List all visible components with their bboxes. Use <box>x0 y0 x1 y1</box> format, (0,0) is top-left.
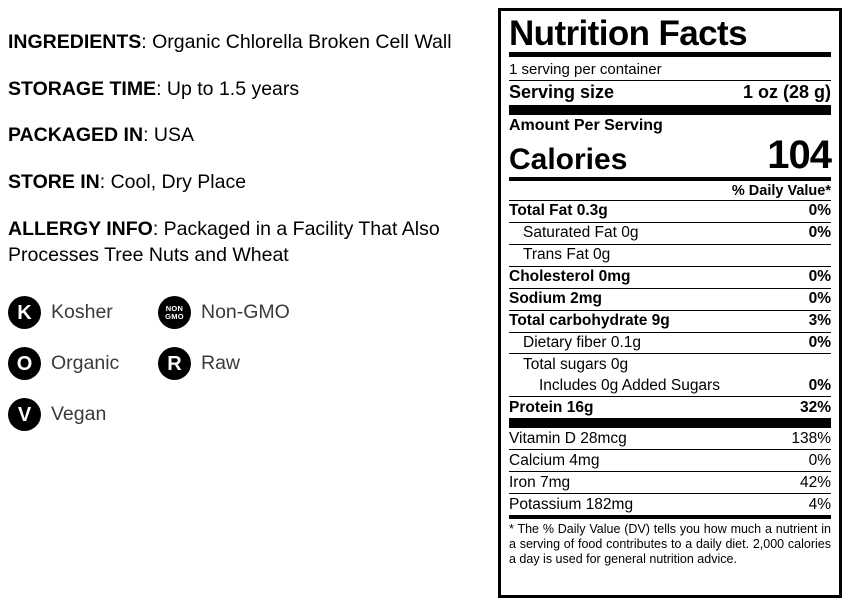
non-gmo-badge-text-bottom: GMO <box>165 311 184 321</box>
nutrient-name: Potassium 182mg <box>509 495 634 513</box>
nutrient-dv: 42% <box>799 473 831 491</box>
nutrient-row-calcium <box>509 450 831 472</box>
nutrient-row-potassium <box>509 494 831 519</box>
amount-per-serving-label: Amount Per Serving <box>509 116 663 134</box>
nutrient-row-sodium <box>509 289 831 311</box>
raw-badge-letter: R <box>167 352 182 375</box>
calories-value: 104 <box>767 132 831 177</box>
vegan-badge-icon <box>8 398 41 431</box>
cert-item-raw <box>158 347 240 380</box>
nutrient-row-trans-fat <box>509 245 831 267</box>
nutrient-name: Dietary fiber 0.1g <box>523 334 642 351</box>
certification-badges <box>8 296 408 431</box>
store-in-block <box>8 170 488 196</box>
packaged-in-label: PACKAGED IN <box>8 124 144 147</box>
nutrient-row-saturated-fat <box>509 223 831 245</box>
non-gmo-badge-text-top: NON <box>165 304 184 314</box>
nutrient-name: Iron 7mg <box>509 473 571 491</box>
nutrient-name: Sodium 2mg <box>509 290 603 308</box>
nutrient-dv: 0% <box>808 451 831 469</box>
kosher-label: Kosher <box>51 301 113 324</box>
ingredients-block <box>8 30 488 56</box>
storage-time-block <box>8 77 488 103</box>
nutrient-dv: 0% <box>808 224 831 242</box>
organic-label: Organic <box>51 352 120 375</box>
daily-value-header: % Daily Value* <box>509 181 831 201</box>
nutrient-dv: 0% <box>808 268 831 286</box>
raw-label: Raw <box>201 352 241 375</box>
servings-per-container: 1 serving per container <box>509 59 831 81</box>
nutrient-row-total-sugars <box>509 354 831 375</box>
kosher-badge-letter: K <box>17 301 32 324</box>
serving-size-label: Serving size <box>509 81 615 102</box>
kosher-badge-icon <box>8 296 41 329</box>
raw-badge-icon <box>158 347 191 380</box>
vegan-badge-letter: V <box>17 403 32 426</box>
nutrient-name: Saturated Fat 0g <box>523 224 639 242</box>
storage-time-value: : Up to 1.5 years <box>156 77 300 100</box>
calories-label: Calories <box>509 142 628 176</box>
nutrient-name: Total carbohydrate 9g <box>509 312 670 330</box>
nutrient-name: Vitamin D 28mcg <box>509 429 627 447</box>
nutrient-name: Total Fat 0.3g <box>509 202 608 220</box>
packaged-in-block <box>8 123 488 149</box>
non-gmo-badge-icon <box>158 296 191 329</box>
nutrient-dv: 3% <box>808 312 831 330</box>
cert-item-non-gmo <box>158 296 290 329</box>
nutrient-row-protein <box>509 397 831 428</box>
nutrient-dv: 138% <box>791 429 831 447</box>
allergy-info-block <box>8 217 488 268</box>
nutrition-facts-title: Nutrition Facts <box>509 16 831 57</box>
nutrient-name: Trans Fat 0g <box>523 246 611 264</box>
nutrient-row-vitamin-d <box>509 428 831 450</box>
nutrient-row-cholesterol <box>509 267 831 289</box>
allergy-info-value: : Packaged in a Facility That Also Processes Tree Nuts and Wheat <box>8 217 440 266</box>
nutrient-name: Calcium 4mg <box>509 451 600 469</box>
nutrient-row-iron <box>509 472 831 494</box>
ingredients-value: : Organic Chlorella Broken Cell Wall <box>141 31 452 53</box>
packaged-in-value: : USA <box>143 124 194 147</box>
nutrient-dv: 0% <box>808 202 831 220</box>
cert-item-kosher <box>8 296 158 329</box>
daily-value-footnote: * The % Daily Value (DV) tells you how much a nutrient in a serving of food contributes to a daily diet. 2,000 calories a day is used for general nutrition advice. <box>509 522 831 566</box>
nutrient-dv: 0% <box>808 376 831 394</box>
cert-item-vegan <box>8 398 158 431</box>
nutrient-row-total-carbohydrate <box>509 311 831 333</box>
nutrient-dv: 4% <box>808 495 831 513</box>
calories-row <box>509 132 831 181</box>
nutrient-row-dietary-fiber <box>509 333 831 355</box>
nutrient-row-added-sugars <box>509 375 831 397</box>
nutrient-name: Protein 16g <box>509 398 594 416</box>
storage-time-label: STORAGE TIME <box>8 77 157 100</box>
cert-row <box>8 398 408 431</box>
nutrient-dv: 0% <box>808 334 831 351</box>
vegan-label: Vegan <box>51 403 107 426</box>
organic-badge-icon <box>8 347 41 380</box>
store-in-value: : Cool, Dry Place <box>99 171 247 194</box>
cert-row <box>8 347 408 380</box>
cert-row <box>8 296 408 329</box>
serving-size-value: 1 oz (28 g) <box>742 81 831 102</box>
nutrient-row-total-fat <box>509 201 831 223</box>
serving-size-row <box>509 81 831 115</box>
nutrient-name: Total sugars 0g <box>523 355 629 373</box>
organic-badge-letter: O <box>16 352 33 375</box>
nutrition-facts-panel <box>498 8 842 598</box>
cert-item-organic <box>8 347 158 380</box>
nutrient-name: Cholesterol 0mg <box>509 268 631 286</box>
ingredients-label: INGREDIENTS <box>8 31 142 53</box>
nutrient-name: Includes 0g Added Sugars <box>539 376 720 394</box>
allergy-info-label: ALLERGY INFO <box>8 217 153 240</box>
non-gmo-label: Non-GMO <box>201 301 290 324</box>
nutrient-dv: 0% <box>808 290 831 308</box>
store-in-label: STORE IN <box>8 171 100 194</box>
nutrient-dv: 32% <box>799 398 831 416</box>
